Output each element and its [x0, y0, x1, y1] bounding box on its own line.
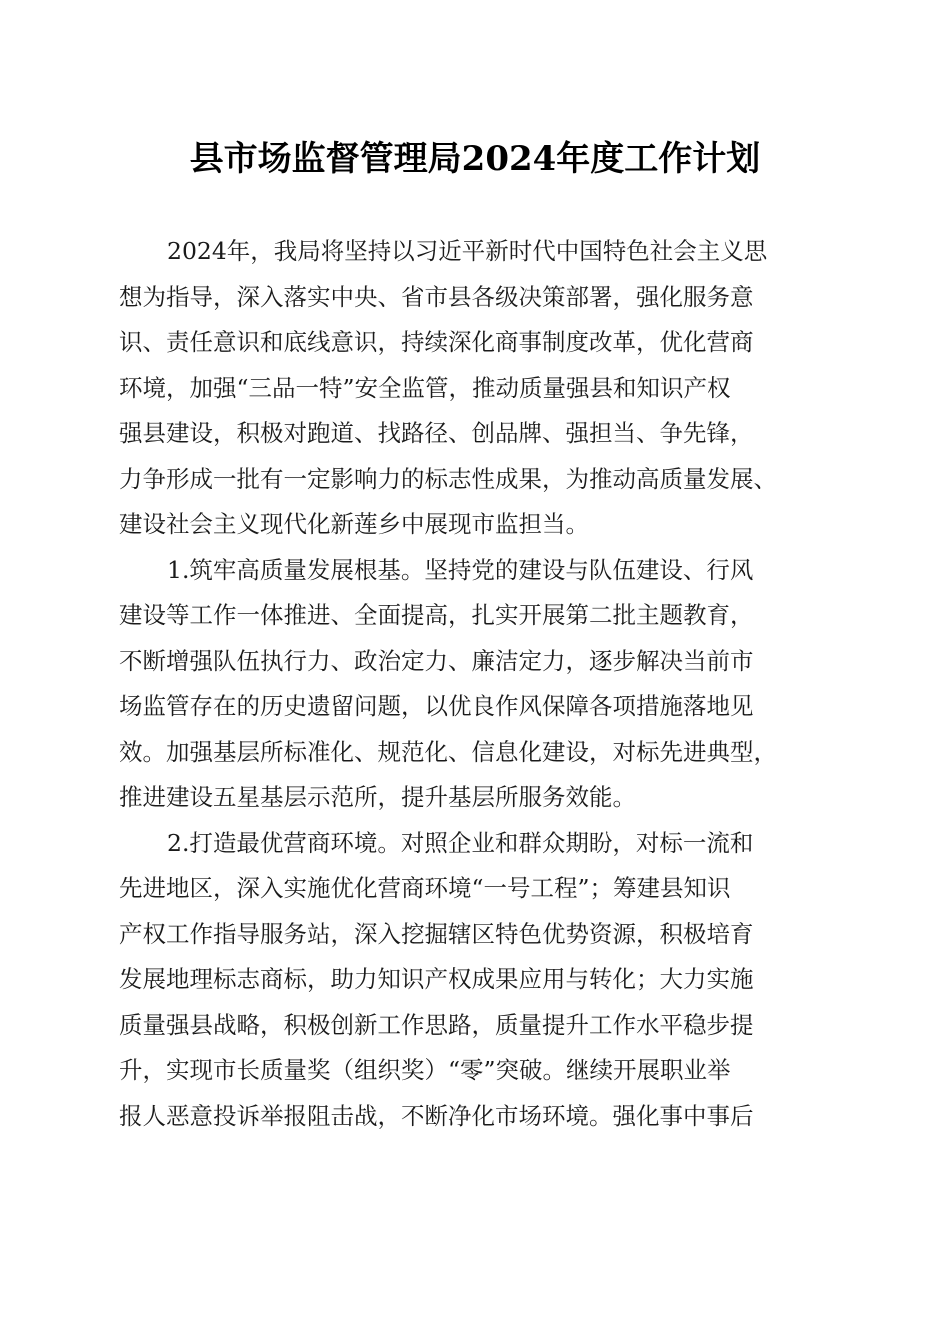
- paragraph-line: 效。加强基层所标准化、规范化、信息化建设，对标先进典型，: [119, 737, 777, 766]
- paragraph-line: 发展地理标志商标，助力知识产权成果应用与转化；大力实施: [119, 965, 754, 993]
- paragraph-line: 环境，加强“三品一特”安全监管，推动质量强县和知识产权: [119, 373, 731, 402]
- paragraph-line: 识、责任意识和底线意识，持续深化商事制度改革，优化营商: [119, 328, 754, 356]
- paragraph-line: 质量强县战略，积极创新工作思路，质量提升工作水平稳步提: [119, 1010, 754, 1039]
- document-title: 县市场监督管理局2024年度工作计划: [189, 139, 761, 179]
- paragraph-line: 建设等工作一体推进、全面提高，扎实开展第二批主题教育，: [119, 601, 754, 629]
- document-body: [119, 229, 839, 1139]
- paragraph-line: 产权工作指导服务站，深入挖掘辖区特色优势资源，积极培育: [119, 919, 754, 948]
- paragraph-line: 力争形成一批有一定影响力的标志性成果，为推动高质量发展、: [119, 464, 777, 493]
- paragraph-line: 想为指导，深入落实中央、省市县各级决策部署，强化服务意: [119, 282, 754, 311]
- paragraph-line: 2.打造最优营商环境。对照企业和群众期盼，对标一流和: [167, 828, 754, 857]
- paragraph-intro: [119, 229, 839, 548]
- paragraph-line: 升，实现市长质量奖（组织奖）“零”突破。继续开展职业举: [119, 1056, 731, 1084]
- paragraph-line: 推进建设五星基层示范所，提升基层所服务效能。: [119, 783, 636, 811]
- paragraph-line: 报人恶意投诉举报阻击战，不断净化市场环境。强化事中事后: [119, 1101, 754, 1130]
- paragraph-item-2: [119, 821, 839, 1140]
- paragraph-line: 1.筑牢高质量发展根基。坚持党的建设与队伍建设、行风: [167, 555, 754, 584]
- paragraph-line: 先进地区，深入实施优化营商环境“一号工程”；筹建县知识: [119, 874, 731, 902]
- paragraph-line: 强县建设，积极对跑道、找路径、创品牌、强担当、争先锋，: [119, 419, 754, 447]
- paragraph-line: 不断增强队伍执行力、政治定力、廉洁定力，逐步解决当前市: [119, 646, 754, 675]
- paragraph-item-1: [119, 548, 839, 821]
- paragraph-line: 场监管存在的历史遗留问题，以优良作风保障各项措施落地见: [119, 692, 754, 720]
- paragraph-line: 2024年，我局将坚持以习近平新时代中国特色社会主义思: [167, 237, 768, 265]
- paragraph-line: 建设社会主义现代化新莲乡中展现市监担当。: [119, 510, 589, 538]
